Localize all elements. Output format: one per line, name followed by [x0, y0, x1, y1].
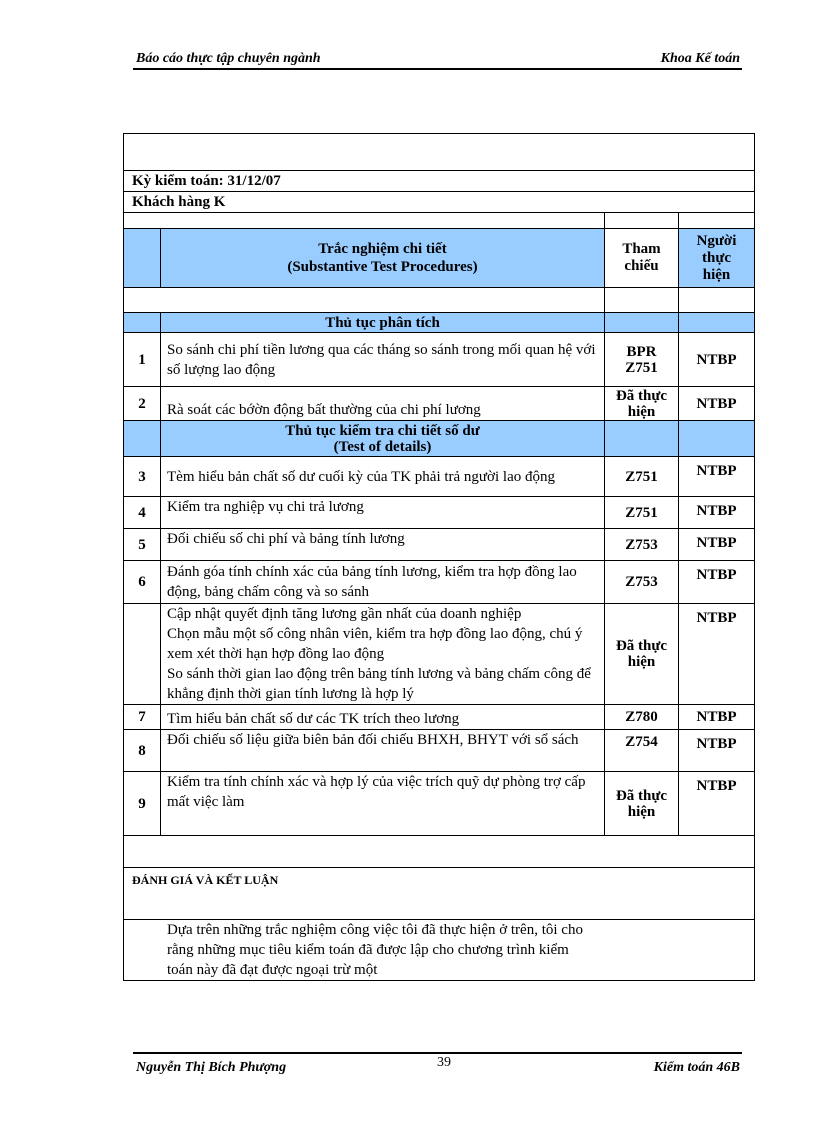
footer-author: Nguyễn Thị Bích Phượng: [136, 1060, 287, 1075]
section-test-of-details: [124, 421, 755, 457]
procedure-row: 8 Đối chiếu số liệu giữa biên bản đối chiếu BHXH, BHYT với sổ sách Z754 NTBP: [124, 730, 755, 772]
audit-program-table: [123, 133, 755, 981]
conclusion-text: Dựa trên những trắc nghiệm công việc tôi đã thực hiện ở trên, tôi cho rằng những mục tiêu kiểm toán đã được lập cho chương trình kiểm toán này đã đạt được ngoại trừ một: [167, 922, 583, 978]
audit-period: Kỳ kiểm toán: 31/12/07: [124, 171, 755, 192]
procedures-header-en: (Substantive Test Procedures): [287, 259, 478, 275]
procedure-row: Cập nhật quyết định tăng lương gần nhất của doanh nghiệp Chọn mẫu một số công nhân viên, kiểm tra hợp đồng lao động, chú ý xem xét thời hạn hợp đồng lao động So sánh thời gian lao động trên bảng tính lương và bảng chấm công để khẳng định thời gian tính lương là hợp lý Đã thực hiện NTBP: [124, 604, 755, 705]
reference-header: Tham chiếu: [605, 229, 679, 288]
header-report-title: Báo cáo thực tập chuyên ngành: [136, 51, 321, 66]
page-footer: [133, 1052, 742, 1078]
client-name: Khách hàng K: [124, 192, 755, 213]
procedures-header: [161, 229, 605, 288]
section-analytical: [124, 313, 755, 333]
conclusion-text-row: [124, 920, 755, 981]
procedure-row: 4 Kiểm tra nghiệp vụ chi trả lương Z751 NTBP: [124, 497, 755, 529]
section-details-title: Thủ tục kiểm tra chi tiết số dư (Test of details): [161, 421, 605, 457]
procedure-row: 7 Tìm hiểu bản chất số dư các TK trích theo lương Z780 NTBP: [124, 705, 755, 730]
header-department: Khoa Kế toán: [660, 51, 740, 66]
performer-header: Người thực hiện: [679, 229, 755, 288]
page-header: [133, 48, 742, 70]
section-analytical-title: Thủ tục phân tích: [161, 313, 605, 333]
procedures-header-vi: Trắc nghiệm chi tiết: [318, 241, 447, 257]
procedure-row: 3 Tèm hiểu bản chất số dư cuối kỳ của TK phải trả người lao động Z751 NTBP: [124, 457, 755, 497]
procedure-row: 6 Đánh góa tính chính xác của bảng tính lương, kiểm tra hợp đồng lao động, bảng chấm công và so sánh Z753 NTBP: [124, 561, 755, 604]
procedure-row: 1 So sánh chi phí tiền lương qua các tháng so sánh trong mối quan hệ với số lượng lao động BPR Z751 NTBP: [124, 333, 755, 387]
footer-class: Kiểm toán 46B: [653, 1060, 740, 1075]
column-header-row: [124, 229, 755, 288]
procedure-row: 9 Kiểm tra tính chính xác và hợp lý của việc trích quỹ dự phòng trợ cấp mất việc làm Đã thực hiện NTBP: [124, 772, 755, 836]
procedure-row: 2 Rà soát các bớờn động bất thường của chi phí lương Đã thực hiện NTBP: [124, 387, 755, 421]
blank-top-row: [124, 134, 755, 171]
procedure-row: 5 Đối chiếu số chi phí và bảng tính lương Z753 NTBP: [124, 529, 755, 561]
footer-page-number: 39: [437, 1055, 451, 1070]
conclusion-title-row: [124, 868, 755, 920]
conclusion-title: ĐÁNH GIÁ VÀ KẾT LUẬN: [132, 873, 279, 887]
